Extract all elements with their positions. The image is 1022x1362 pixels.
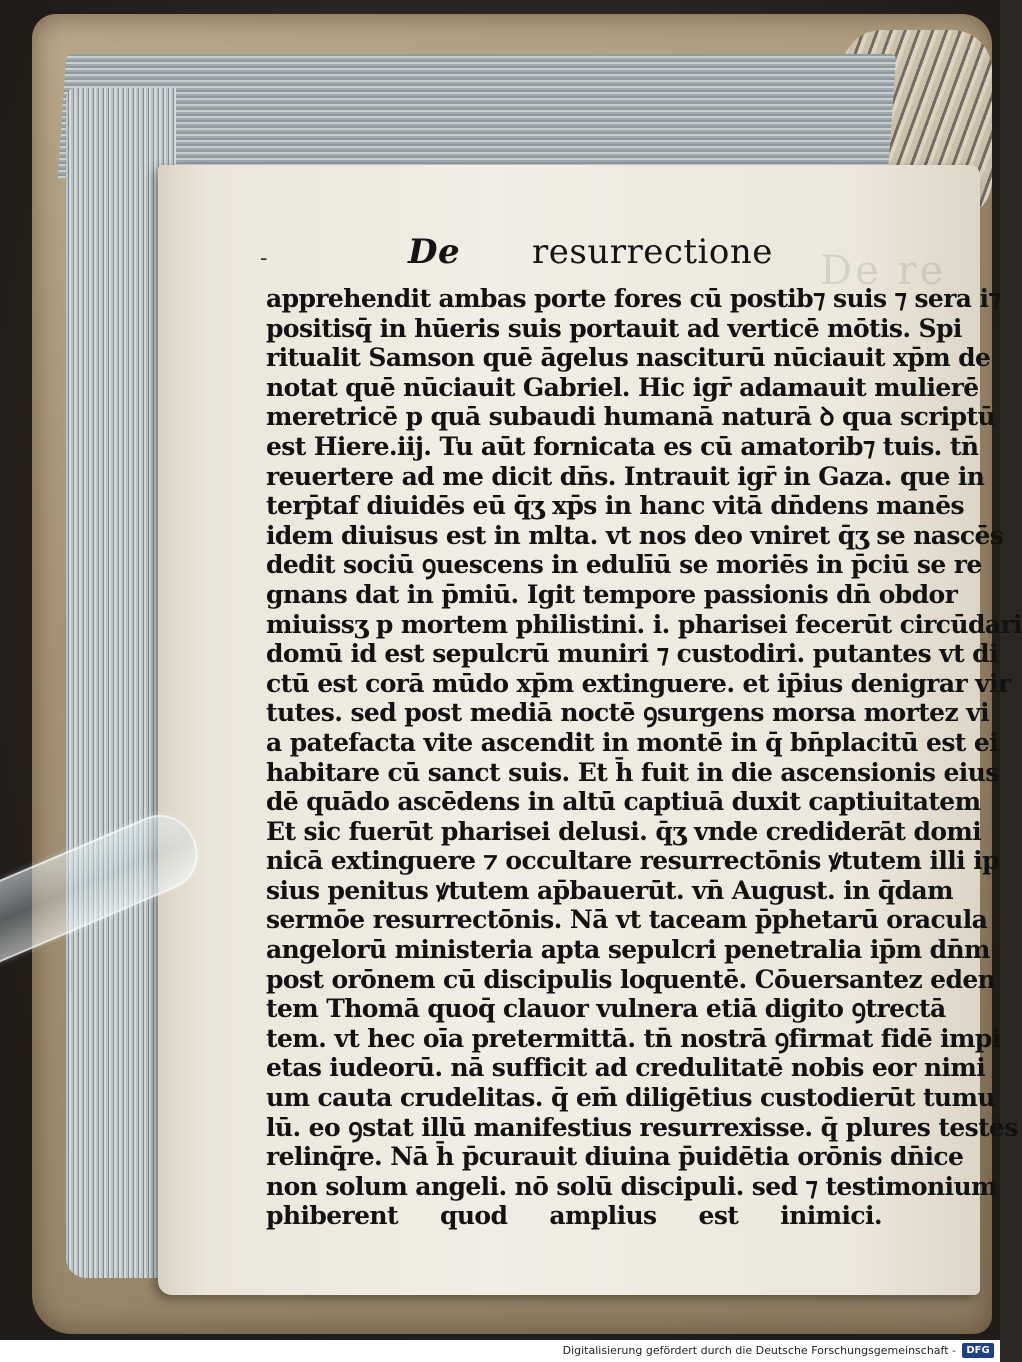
- text-line: est Hiere.iij. Tu aūt fornicata es cū amatorib⁊ tuis. tn̄: [266, 431, 979, 461]
- text-line: dē quādo ascēdens in altū captiuā duxit captiuitatem: [266, 787, 981, 817]
- body-text: [266, 284, 1022, 1231]
- text-line: etas iudeorū. nā sufficit ad credulitatē nobis eor nimi: [266, 1053, 986, 1083]
- text-line: dedit sociū ꝯuescens in edulīū se moriēs in p̄ciū se re: [266, 550, 982, 580]
- text-line: reuertere ad me dicit dn̄s. Intrauit igr̄ in Gaza. que in: [266, 461, 985, 491]
- text-line: idem diuisus est in mlta. vt nos deo vniret q̄ʒ se nascēs: [266, 520, 1004, 550]
- text-line: ctū est corā mūdo xp̄m extinguere. et ip̄ius denigrar vir: [266, 668, 1011, 698]
- headline-word-de: De: [408, 232, 461, 272]
- text-line: tem. vt hec oīa pretermittā. tn̄ nostrā ꝯfirmat fidē impi: [266, 1023, 1001, 1053]
- text-line: sius penitus ꝟtutem ap̄bauerūt. vn̄ August. in q̄dam: [266, 875, 953, 905]
- text-line: phiberent quod amplius est inimici.: [266, 1201, 882, 1231]
- text-line: notat quē nūciauit Gabriel. Hic igr̄ adamauit mulierē: [266, 372, 979, 402]
- text-line: um cauta crudelitas. q̄ em̄ diligētius custodierūt tumu: [266, 1083, 995, 1113]
- text-line: gnans dat in p̄miū. Igit tempore passionis dn̄ obdor: [266, 579, 958, 609]
- text-line: relinq̄re. Nā h̄ p̄curauit diuina p̄uidētia orōnis dn̄ice: [266, 1142, 964, 1172]
- dfg-logo: DFG: [962, 1343, 994, 1358]
- text-line: nicā extinguere ⁊ occultare resurrectōnis ꝟtutem illi ip: [266, 846, 999, 876]
- bleed-through-text: De re: [820, 248, 947, 294]
- text-line: positisq̄ in hūeris suis portauit ad verticē mōtis. Spi: [266, 313, 962, 343]
- funding-credit: Digitalisierung gefördert durch die Deutsche Forschungsgemeinschaft -: [562, 1344, 956, 1357]
- text-line: tem Thomā quoq̄ clauor vulnera etiā digito ꝯtrectā: [266, 994, 946, 1024]
- text-line: angelorū ministeria apta sepulcri penetralia ip̄m dn̄m: [266, 935, 990, 965]
- text-line: non solum angeli. nō solū discipuli. sed ⁊ testimonium: [266, 1171, 997, 1201]
- text-line: terp̄taf diuidēs eū q̄ʒ xp̄s in hanc vitā dn̄dens manēs: [266, 491, 964, 521]
- text-line: Et sic fuerūt pharisei delusi. q̄ʒ vnde crediderāt domi: [266, 816, 982, 846]
- text-line: miuissʒ p mortem philistini. i. pharisei fecerūt circūdari: [266, 609, 1022, 639]
- text-line: meretricē p quā subaudi humanā naturā ꝺ qua scriptū: [266, 402, 996, 432]
- text-line: tutes. sed post mediā noctē ꝯsurgens morsa mortez vi: [266, 698, 989, 728]
- text-line: ritualit Samson quē āgelus nasciturū nūciauit xp̄m de: [266, 343, 991, 373]
- text-line: domū id est sepulcrū muniri ⁊ custodiri. putantes vt di: [266, 639, 998, 669]
- footer-bar: [0, 1340, 1000, 1362]
- text-line: sermōe resurrectōnis. Nā vt taceam p̄phetarū oracula: [266, 905, 988, 935]
- text-line: a patefacta vite ascendit in montē in q̄ bn̄placitū est ei: [266, 727, 999, 757]
- text-line: apprehendit ambas porte fores cū postib⁊ suis ⁊ sera i⁊: [266, 284, 1001, 313]
- text-line: lū. eo ꝯstat illū manifestius resurrexisse. q̄ plures testes: [266, 1112, 1018, 1142]
- page-edges-top: [58, 54, 897, 179]
- text-line: habitare cū sanct suis. Et h̄ fuit in die ascensionis eius: [266, 757, 999, 787]
- text-line: post orōnem cū discipulis loquentē. Cōuersantez eden: [266, 964, 996, 994]
- headline-word-resurrectione: resurrectione: [532, 232, 773, 272]
- running-headline: [260, 232, 773, 282]
- headline-mark: -: [260, 246, 268, 271]
